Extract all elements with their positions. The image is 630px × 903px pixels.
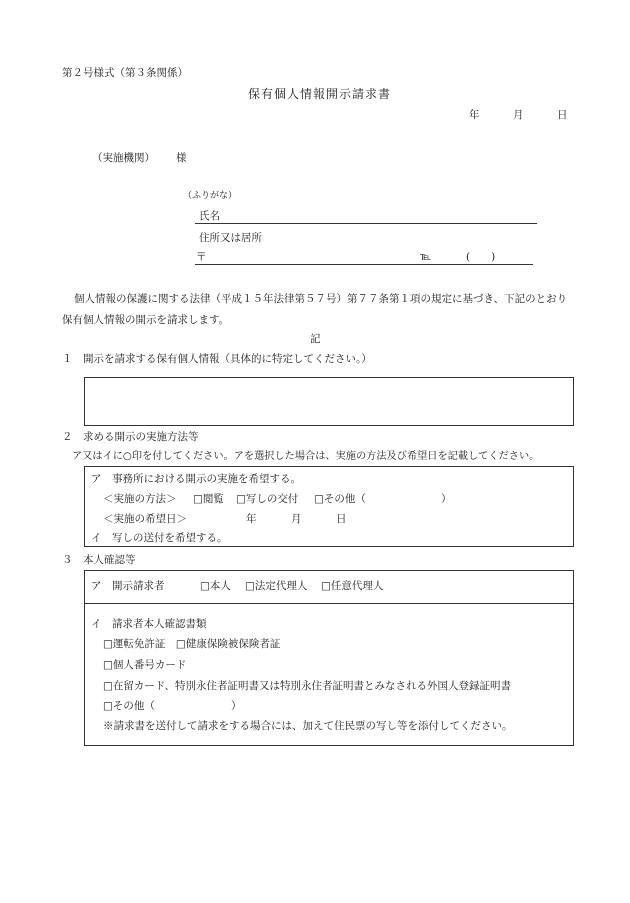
section2-note: ア又はイに○印を付してください。アを選択した場合は、実施の方法及び希望日を記載してください。 bbox=[72, 451, 540, 462]
id-doc-other-close: ） bbox=[231, 700, 242, 712]
identity-verification-box bbox=[84, 570, 574, 746]
id-doc-license-insurance[interactable]: □運転免許証 □健康保険被保険者証 bbox=[103, 638, 281, 650]
method-viewing-checkbox[interactable]: □閲覧 bbox=[193, 493, 224, 505]
method-other-checkbox[interactable]: □その他（ bbox=[314, 493, 366, 505]
id-doc-other-checkbox[interactable]: □その他（ bbox=[103, 700, 155, 712]
date-day: 日 bbox=[557, 109, 568, 121]
id-docs-label: イ 請求者本人確認書類 bbox=[91, 618, 207, 630]
requester-label: ア 開示請求者 bbox=[91, 580, 165, 592]
date-year: 年 bbox=[469, 109, 480, 121]
addressee-suffix: 様 bbox=[176, 152, 187, 164]
preferred-date-label: ＜実施の希望日＞ bbox=[103, 513, 187, 525]
requested-info-box[interactable] bbox=[84, 377, 574, 426]
ki-label: 記 bbox=[310, 333, 321, 345]
address-label: 住所又は居所 bbox=[199, 232, 262, 244]
method-label: ＜実施の方法＞ bbox=[103, 493, 177, 505]
tel-parens: ( ) bbox=[466, 251, 496, 263]
method-other-close: ） bbox=[441, 493, 452, 505]
section2-heading: ２ 求める開示の実施方法等 bbox=[62, 431, 199, 443]
requester-voluntary-agent-checkbox[interactable]: □任意代理人 bbox=[321, 580, 384, 592]
form-title: 保有個人情報開示請求書 bbox=[248, 87, 392, 101]
name-underline bbox=[195, 223, 537, 224]
date-month: 月 bbox=[513, 109, 524, 121]
tel-label: ℡ bbox=[420, 251, 432, 263]
id-doc-mynumber-card[interactable]: □個人番号カード bbox=[103, 659, 187, 671]
name-label: 氏名 bbox=[199, 210, 220, 222]
agency-label: （実施機関） bbox=[92, 152, 155, 164]
option-a-label[interactable]: ア 事務所における開示の実施を希望する。 bbox=[91, 473, 301, 485]
requester-self-checkbox[interactable]: □本人 bbox=[200, 580, 231, 592]
method-copy-checkbox[interactable]: □写しの交付 bbox=[236, 493, 299, 505]
requester-legal-agent-checkbox[interactable]: □法定代理人 bbox=[245, 580, 308, 592]
mail-submission-note: ※請求書を送付して請求をする場合には、加えて住民票の写し等を添付してください。 bbox=[103, 720, 513, 732]
disclosure-method-box bbox=[84, 466, 574, 547]
preferred-date-year[interactable]: 年 bbox=[246, 513, 257, 525]
form-number: 第２号様式（第３条関係） bbox=[62, 67, 188, 79]
postal-mark: 〒 bbox=[196, 251, 207, 263]
preferred-date-month[interactable]: 月 bbox=[291, 513, 302, 525]
option-b-label[interactable]: イ 写しの送付を希望する。 bbox=[91, 532, 228, 544]
address-underline bbox=[195, 264, 533, 265]
section1-heading: １ 開示を請求する保有個人情報（具体的に特定してください。） bbox=[62, 353, 372, 365]
intro-paragraph: 個人情報の保護に関する法律（平成１５年法律第５７号）第７７条第１項の規定に基づき、下記のとおり保有個人情報の開示を請求します。 bbox=[62, 293, 568, 326]
preferred-date-day[interactable]: 日 bbox=[336, 513, 347, 525]
id-doc-residence-card[interactable]: □在留カード、特別永住者証明書又は特別永住者証明書とみなされる外国人登録証明書 bbox=[103, 680, 511, 692]
furigana-label: （ふりがな） bbox=[183, 191, 238, 201]
section3-heading: ３ 本人確認等 bbox=[62, 554, 136, 566]
identity-divider bbox=[85, 603, 573, 604]
